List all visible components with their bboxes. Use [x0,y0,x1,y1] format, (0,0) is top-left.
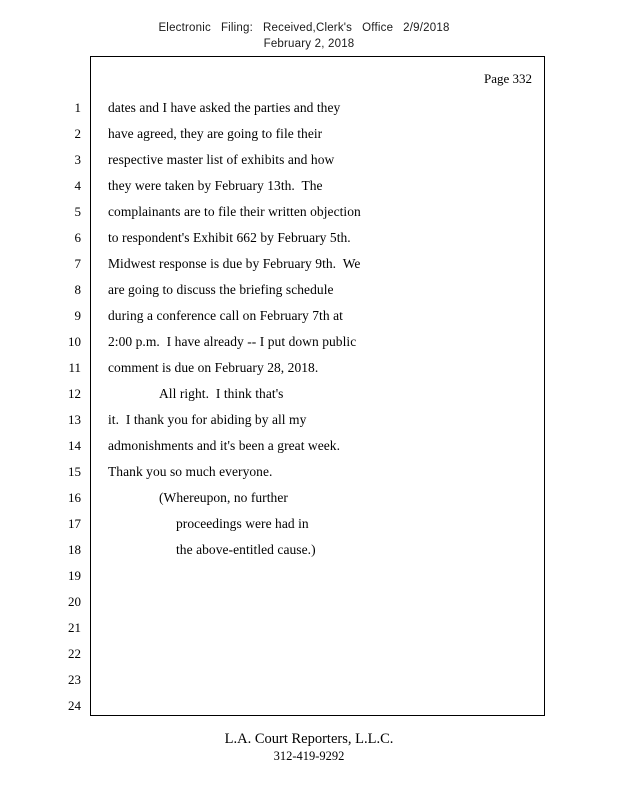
line-text: to respondent's Exhibit 662 by February 5th. [108,230,351,245]
line-number: 9 [74,308,81,323]
line-number: 12 [68,386,81,401]
line-text: the above-entitled cause.) [176,542,316,557]
transcript-line [74,303,546,329]
line-text: proceedings were had in [176,516,309,531]
line-number: 17 [68,516,81,531]
reporter-company: L.A. Court Reporters, L.L.C. [224,731,394,747]
line-text: during a conference call on February 7th at [108,308,343,323]
transcript-line [74,121,546,147]
line-number: 20 [68,594,81,609]
line-text: are going to discuss the briefing schedule [108,282,334,297]
filing-stamp-filing: Filing: [220,22,254,34]
transcript-line [68,381,546,407]
line-text: admonishments and it's been a great week. [108,438,341,453]
transcript-line [68,485,546,511]
line-number: 5 [74,204,81,219]
line-text: have agreed, they are going to file their [108,126,323,141]
transcript-line [74,225,546,251]
line-number: 21 [68,620,81,635]
transcript-line [74,251,546,277]
line-number: 18 [68,542,81,557]
line-number: 4 [74,178,81,193]
transcript-line [68,589,546,615]
line-text: Thank you so much everyone. [108,464,273,479]
line-number: 16 [68,490,81,505]
filing-stamp [0,20,618,52]
line-number: 7 [74,256,81,271]
filing-stamp-received: Received,Clerk's [263,22,353,34]
transcript-line [68,355,546,381]
line-number: 15 [68,464,81,479]
transcript-line [68,693,546,719]
line-text: comment is due on February 28, 2018. [108,360,319,375]
reporter-phone: 312-419-9292 [273,749,345,763]
line-number: 13 [68,412,81,427]
transcript-line [74,95,546,121]
transcript-line [74,277,546,303]
filing-stamp-line-1 [0,20,618,36]
line-number: 19 [68,568,81,583]
line-text: they were taken by February 13th. The [108,178,323,193]
filing-stamp-date: 2/9/2018 [403,22,450,34]
line-number: 11 [68,360,81,375]
transcript-line [68,329,546,355]
filing-stamp-hearing-date: February 2, 2018 [263,38,355,50]
line-number: 22 [68,646,81,661]
line-text: respective master list of exhibits and how [108,152,335,167]
line-number: 23 [68,672,81,687]
line-number: 14 [68,438,81,453]
line-text: (Whereupon, no further [159,490,288,505]
transcript-line [68,407,546,433]
line-number: 6 [74,230,81,245]
transcript-line [74,199,546,225]
line-number: 8 [74,282,81,297]
line-text: it. I thank you for abiding by all my [108,412,307,427]
transcript-line [68,667,546,693]
page-footer [0,730,618,764]
transcript-line [74,173,546,199]
transcript-line [74,147,546,173]
line-number: 3 [74,152,81,167]
transcript-line [68,459,546,485]
line-number: 24 [68,698,81,713]
line-text: complainants are to file their written objection [108,204,361,219]
transcript-lines [68,95,546,719]
line-number: 1 [74,100,81,115]
filing-stamp-office: Office [362,22,394,34]
line-text: dates and I have asked the parties and they [108,100,341,115]
transcript-line [68,563,546,589]
transcript-line [68,433,546,459]
line-number: 10 [68,334,81,349]
transcript-line [68,641,546,667]
transcript-frame [68,56,545,716]
line-number: 2 [74,126,81,141]
line-text: Midwest response is due by February 9th. We [108,256,361,271]
transcript-line [68,615,546,641]
line-text: All right. I think that's [159,386,284,401]
transcript-line [68,537,546,563]
line-text: 2:00 p.m. I have already -- I put down public [108,334,357,349]
transcript-line [68,511,546,537]
filing-stamp-electronic: Electronic [158,22,211,34]
page-number: Page 332 [483,71,532,86]
